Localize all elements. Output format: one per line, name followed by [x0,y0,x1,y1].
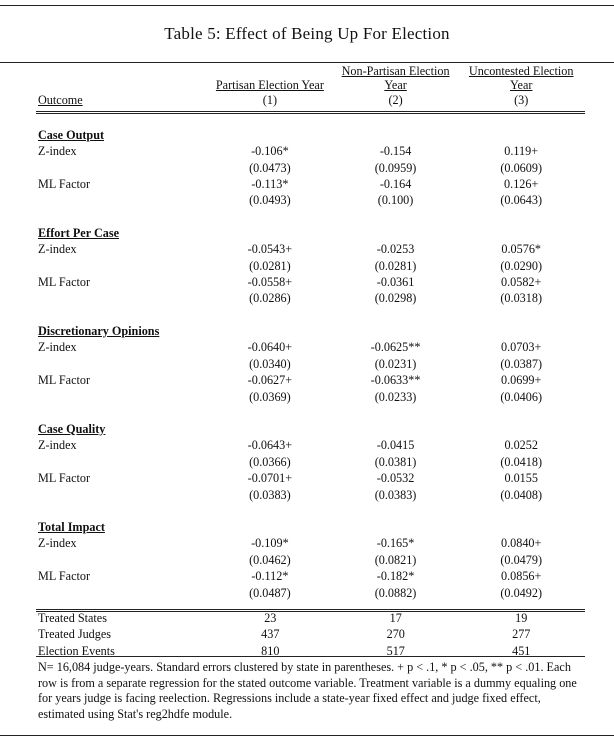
se-cell: (0.0493) [249,193,291,208]
coef-row [36,437,584,453]
section-header-row [36,519,584,535]
se-cell: (0.0643) [500,193,543,208]
stats-row [36,610,584,626]
col2-header: Non-Partisan Election Year [341,64,450,93]
col1-header: Partisan Election Year [215,78,324,93]
se-cell: (0.0340) [249,356,291,371]
se-row [36,356,584,372]
coef-cell: -0.109* [251,536,289,551]
stats-value: 437 [261,627,280,642]
se-row [36,487,584,503]
se-row [36,454,584,470]
se-row [36,192,584,208]
row-label: ML Factor [38,177,91,192]
row-label: Z-index [38,144,77,159]
se-cell: (0.0609) [500,160,543,175]
row-label: Z-index [38,438,77,453]
section-header-row [36,225,584,241]
se-cell: (0.0406) [500,389,543,404]
row-label: Z-index [38,536,77,551]
col2-number: (2) [388,93,403,108]
stats-table [36,610,584,659]
se-cell: (0.0479) [500,552,543,567]
se-cell: (0.0233) [374,389,417,404]
se-cell: (0.0286) [249,291,291,306]
coef-row [36,535,584,551]
coef-cell: 0.0856+ [501,569,542,584]
stats-value: 517 [386,643,405,658]
stats-row [36,626,584,642]
coef-row [36,372,584,388]
stats-label: Treated Judges [38,627,112,642]
se-cell: (0.0383) [249,487,291,502]
coef-cell: 0.0840+ [501,536,542,551]
top-rule [0,5,614,6]
coef-row [36,176,584,192]
coef-cell: -0.113* [251,177,289,192]
section-gap [36,405,584,421]
coef-cell: -0.164 [379,177,412,192]
se-cell: (0.0487) [249,585,291,600]
coef-cell: 0.0252 [504,438,538,453]
se-row [36,585,584,601]
section-title: Effort Per Case [38,225,119,240]
row-label: Z-index [38,340,77,355]
coef-cell: -0.182* [376,569,415,584]
se-cell: (0.0492) [500,585,543,600]
coef-row [36,241,584,257]
sections-body [36,111,584,601]
stats-value: 277 [512,627,531,642]
coef-cell: -0.154 [379,144,412,159]
header-rule [36,111,585,112]
stats-label: Election Events [38,643,115,658]
section-gap [36,209,584,225]
se-cell: (0.0281) [249,258,291,273]
se-cell: (0.100) [377,193,414,208]
se-row [36,290,584,306]
se-row [36,160,584,176]
section-gap [36,307,584,323]
section-title: Case Quality [38,421,106,436]
coef-cell: -0.0532 [376,471,415,486]
se-cell: (0.0387) [500,356,543,371]
stats-label: Treated States [38,611,107,625]
se-row [36,258,584,274]
stats-value: 19 [515,611,528,625]
coef-cell: -0.0415 [376,438,415,453]
table-title: Table 5: Effect of Being Up For Election [164,24,450,43]
coef-cell: -0.0361 [376,275,415,290]
se-cell: (0.0369) [249,389,291,404]
se-cell: (0.0821) [374,552,417,567]
coef-cell: 0.0699+ [501,373,542,388]
coef-row [36,470,584,486]
col1-number: (1) [262,93,278,108]
coef-cell: -0.106* [251,144,289,159]
coef-cell: -0.0701+ [247,471,293,486]
col3-header: Uncontested Election Year [468,64,574,93]
se-cell: (0.0383) [374,487,417,502]
coef-cell: 0.0576* [501,242,541,257]
stats-value: 23 [264,611,277,625]
coef-cell: 0.0703+ [501,340,542,355]
se-cell: (0.0290) [500,258,543,273]
coef-row [36,568,584,584]
se-cell: (0.0366) [249,454,291,469]
coef-cell: -0.0640+ [247,340,293,355]
header-rule-2 [36,113,585,114]
coef-cell: 0.119+ [504,144,539,159]
table-note: N= 16,084 judge-years. Standard errors clustered by state in parentheses. + p < .1, * p < .05, ** p < .01. Each row is from a separate regression for the stated outcome variable. Treatment variable is a dummy equaling one for years judge is facing reelection. Regressions include a state-year fixed effect and judge fixed effect, estimated using Stat's reg2hdfe module. [38,660,577,721]
header-row-names [36,64,584,92]
se-cell: (0.0408) [500,487,543,502]
stats-body [36,610,584,659]
title-rule [0,62,614,63]
se-cell: (0.0959) [374,160,417,175]
se-cell: (0.0462) [249,552,291,567]
se-cell: (0.0318) [500,291,543,306]
header-row-numbers [36,92,584,110]
se-cell: (0.0298) [374,291,417,306]
coef-row [36,143,584,159]
row-label: ML Factor [38,471,91,486]
se-row [36,389,584,405]
stats-value: 17 [389,611,402,625]
note-rule [36,656,585,657]
row-label: ML Factor [38,373,91,388]
outcome-header: Outcome [38,93,83,108]
se-cell: (0.0281) [374,258,417,273]
section-header-row [36,323,584,339]
coef-cell: -0.112* [251,569,289,584]
row-label: ML Factor [38,569,91,584]
coef-cell: -0.0627+ [247,373,293,388]
row-label: Z-index [38,242,77,257]
coef-row [36,339,584,355]
col3-number: (3) [514,93,529,108]
coef-row [36,274,584,290]
coef-cell: 0.0582+ [501,275,542,290]
bottom-rule [0,735,614,736]
coef-cell: 0.0155 [504,471,538,486]
se-cell: (0.0882) [374,585,417,600]
row-label: ML Factor [38,275,91,290]
coef-cell: -0.0543+ [247,242,293,257]
coef-cell: -0.0625** [370,340,421,355]
se-cell: (0.0381) [374,454,417,469]
section-header-row [36,421,584,437]
section-gap [36,503,584,519]
se-cell: (0.0473) [249,160,291,175]
results-table [36,64,584,601]
coef-cell: 0.126+ [504,177,539,192]
coef-cell: -0.0643+ [247,438,293,453]
stats-value: 810 [261,643,280,658]
section-title: Total Impact [38,519,105,534]
section-title: Case Output [38,127,105,142]
se-row [36,552,584,568]
stats-value: 270 [386,627,405,642]
se-cell: (0.0231) [374,356,417,371]
coef-cell: -0.0558+ [247,275,293,290]
coef-cell: -0.0633** [370,373,421,388]
section-title: Discretionary Opinions [38,323,160,338]
se-cell: (0.0418) [500,454,543,469]
stats-value: 451 [512,643,531,658]
coef-cell: -0.0253 [376,242,415,257]
coef-cell: -0.165* [376,536,415,551]
section-header-row [36,127,584,143]
